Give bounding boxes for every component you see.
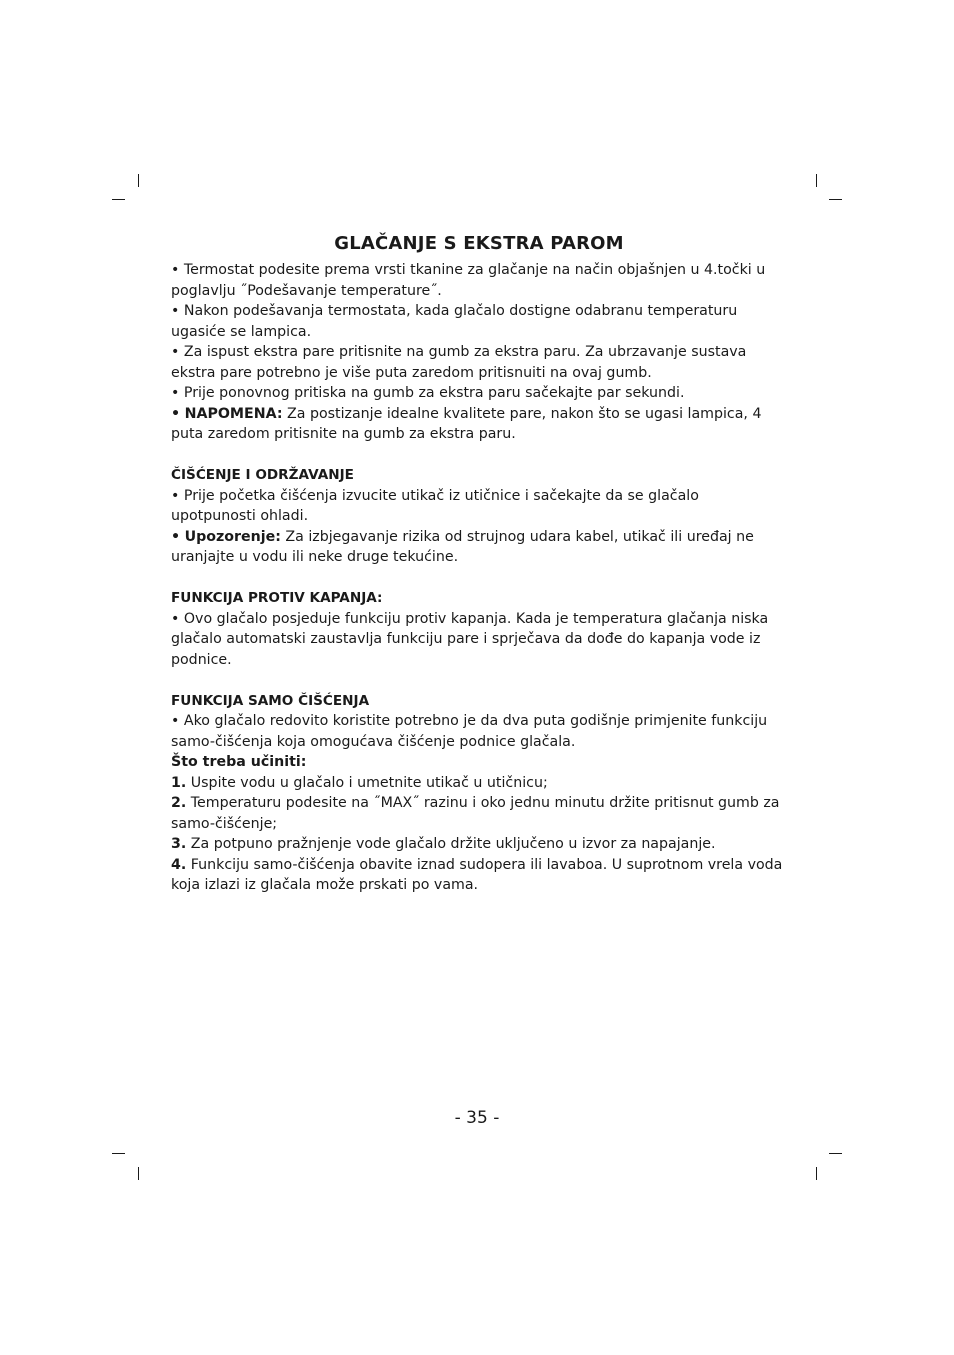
item-text: Termostat podesite prema vrsti tkanine za glačanje na način objašnjen u 4.točki u poglavlju ˝Podešavanje temperature˝.	[171, 262, 766, 299]
bullet: •	[171, 344, 180, 360]
warning-text: Za izbjegavanje rizika od strujnog udara kabel, utikač ili uređaj ne uranjajte u vodu ili neke druge tekućine.	[171, 528, 754, 565]
crop-mark-top-left-h	[112, 199, 125, 200]
step-item	[171, 793, 787, 834]
step-text: Za potpuno pražnjenje vode glačalo držite uključeno u izvor za napajanje.	[190, 836, 716, 852]
step-number: 2.	[171, 795, 187, 811]
step-item	[171, 855, 787, 896]
crop-mark-bottom-right-h	[829, 1153, 842, 1154]
section-heading-cleaning: ČIŠĆENJE I ODRŽAVANJE	[171, 467, 354, 483]
step-item	[171, 834, 787, 855]
step-text: Uspite vodu u glačalo i umetnite utikač u utičnicu;	[190, 774, 548, 791]
warning-item: • Upozorenje: Za izbjegavanje rizika od strujnog udara kabel, utikač ili uređaj ne uranjajte u vodu ili neke druge tekućine.	[171, 528, 754, 565]
page-number: - 35 -	[454, 1108, 500, 1128]
item-text: Za ispust ekstra pare pritisnite na gumb za ekstra paru. Za ubrzavanje sustava ekstra pare potrebno je više puta zaredom pritisnuiti na ovaj gumb.	[171, 344, 747, 381]
crop-mark-top-right-v	[816, 174, 817, 187]
list-item	[171, 260, 787, 301]
step-text: Funkciju samo-čišćenja obavite iznad sudopera ili lavaboa. U suprotnom vrela voda koja izlazi iz glačala može prskati po vama.	[171, 856, 783, 893]
crop-mark-bottom-left-v	[138, 1167, 139, 1180]
item-text: Prije početka čišćenja izvucite utikač iz utičnice i sačekajte da se glačalo upotpunosti ohladi.	[171, 487, 699, 524]
note-item: • NAPOMENA: Za postizanje idealne kvalitete pare, nakon što se ugasi lampica, 4 puta zaredom pritisnite na gumb za ekstra paru.	[171, 405, 762, 442]
bullet: •	[171, 385, 180, 401]
step-number: 1.	[171, 774, 187, 791]
step-item	[171, 773, 787, 794]
step-number: 3.	[171, 836, 187, 852]
list-item	[171, 301, 787, 342]
list-item: • Ako glačalo redovito koristite potrebno je da dva puta godišnje primjenite funkciju samo-čišćenja koja omogućava čišćenje podnice glačala.	[171, 713, 768, 750]
bullet: •	[171, 303, 180, 319]
list-item: • Ovo glačalo posjeduje funkciju protiv kapanja. Kada je temperatura glačanja niska glačalo automatski zaustavlja funkciju pare i sprječava da dođe do kapanja vode iz podnice.	[171, 610, 769, 668]
bullet: •	[171, 262, 180, 278]
item-text: Nakon podešavanja termostata, kada glačalo dostigne odabranu temperaturu ugasiće se lampica.	[171, 303, 738, 340]
steps-heading: Što treba učiniti:	[171, 754, 307, 770]
item-text: Prije ponovnog pritiska na gumb za ekstra paru sačekajte par sekundi.	[183, 385, 685, 401]
list-item	[171, 383, 787, 404]
list-item: • Prije početka čišćenja izvucite utikač iz utičnice i sačekajte da se glačalo upotpunosti ohladi.	[171, 487, 699, 524]
step-number: 4.	[171, 856, 187, 873]
note-label: NAPOMENA:	[184, 405, 283, 422]
warning-label: Upozorenje:	[184, 528, 281, 545]
item-text: Ako glačalo redovito koristite potrebno je da dva puta godišnje primjenite funkciju samo-čišćenja koja omogućava čišćenje podnice glačala.	[171, 713, 768, 750]
note-text: Za postizanje idealne kvalitete pare, nakon što se ugasi lampica, 4 puta zaredom pritisnite na gumb za ekstra paru.	[171, 405, 762, 442]
page-content	[171, 232, 787, 896]
crop-mark-bottom-right-v	[816, 1167, 817, 1180]
list-item	[171, 342, 787, 383]
section-heading-anti-drip: FUNKCIJA PROTIV KAPANJA:	[171, 590, 383, 606]
step-text: Temperaturu podesite na ˝MAX˝ razinu i oko jednu minutu držite pritisnut gumb za samo-čišćenje;	[171, 795, 780, 832]
item-text: Ovo glačalo posjeduje funkciju protiv kapanja. Kada je temperatura glačanja niska glačalo automatski zaustavlja funkciju pare i sprječava da dođe do kapanja vode iz podnice.	[171, 610, 769, 668]
crop-mark-top-left-v	[138, 174, 139, 187]
crop-mark-top-right-h	[829, 199, 842, 200]
page-title: GLAČANJE S EKSTRA PAROM	[334, 233, 624, 254]
section-heading-self-clean: FUNKCIJA SAMO ČIŠĆENJA	[171, 692, 370, 709]
crop-mark-bottom-left-h	[112, 1153, 125, 1154]
